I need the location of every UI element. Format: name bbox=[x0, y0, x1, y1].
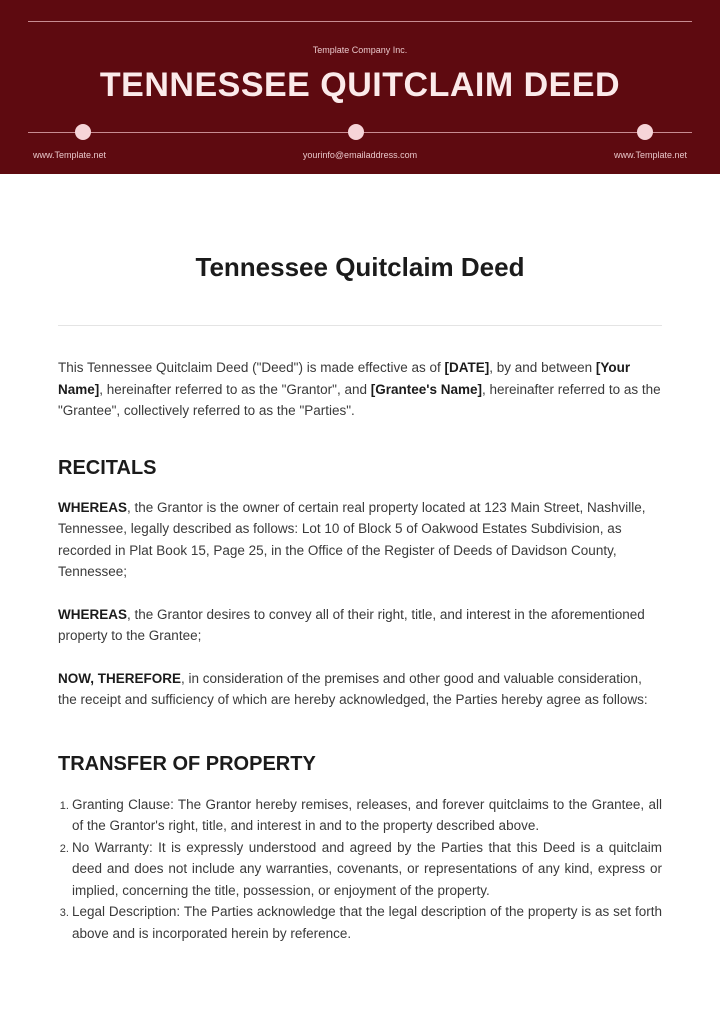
recital-text: , the Grantor is the owner of certain real property located at 123 Main Street, Nashville, Tennessee, legally described as follows: Lot 10 of Block 5 of Oakwood Estates Subdivision, as recorded in Plat Book 15, Page 25, in the Office of the Register of Deeds of Davidson County, Tennessee; bbox=[58, 499, 646, 579]
header-banner bbox=[0, 0, 720, 174]
banner-top-rule bbox=[28, 21, 692, 22]
recital-text: , in consideration of the premises and other good and valuable consideration, the receipt and sufficiency of which are hereby acknowledged, the Parties hereby agree as follows: bbox=[58, 670, 648, 707]
document-title: Tennessee Quitclaim Deed bbox=[195, 252, 525, 282]
transfer-list bbox=[58, 794, 662, 945]
list-item: 1. Granting Clause: The Grantor hereby remises, releases, and forever quitclaims to the Grantee, all of the Grantor's right, title, and interest in and to the property described above. bbox=[72, 794, 662, 837]
company-name: Template Company Inc. bbox=[312, 45, 408, 55]
recital-paragraph bbox=[58, 668, 662, 711]
list-item: 2. No Warranty: It is expressly understood and agreed by the Parties that this Deed is a quitclaim deed and does not include any warranties, covenants, or representations of any kind, express or implied, concerning the title, possession, or enjoyment of the property. bbox=[72, 837, 662, 902]
intro-text-2: , by and between bbox=[489, 360, 596, 375]
recital-lead: NOW, THEREFORE bbox=[58, 670, 182, 686]
intro-text-3: , hereinafter referred to as the "Grantor", and bbox=[99, 381, 371, 397]
email-link[interactable]: yourinfo@emailaddress.com bbox=[302, 150, 418, 160]
banner-dot-center bbox=[348, 124, 364, 140]
grantee-name-placeholder: [Grantee's Name] bbox=[370, 381, 482, 397]
recital-lead: WHEREAS bbox=[58, 499, 128, 515]
banner-title: TENNESSEE QUITCLAIM DEED bbox=[99, 66, 621, 104]
website-link-left[interactable]: www.Template.net bbox=[33, 150, 107, 160]
banner-dot-left bbox=[75, 124, 91, 140]
intro-text-1: This Tennessee Quitclaim Deed ("Deed") is made effective as of bbox=[58, 360, 445, 375]
your-name-placeholder: [Your Name] bbox=[58, 360, 631, 397]
list-item: 3. Legal Description: The Parties acknowledge that the legal description of the property is as set forth above and is incorporated herein by reference. bbox=[72, 901, 662, 944]
recital-lead: WHEREAS bbox=[58, 606, 128, 622]
recitals-heading: RECITALS bbox=[58, 456, 157, 479]
website-link-right[interactable]: www.Template.net bbox=[613, 150, 687, 160]
recital-paragraph bbox=[58, 497, 662, 583]
document-body bbox=[58, 174, 662, 944]
banner-dot-right bbox=[637, 124, 653, 140]
intro-paragraph bbox=[58, 357, 662, 422]
date-placeholder: [DATE] bbox=[444, 360, 490, 375]
recital-text: , the Grantor desires to convey all of their right, title, and interest in the aforementioned property to the Grantee; bbox=[58, 606, 645, 643]
recital-paragraph bbox=[58, 604, 662, 647]
transfer-heading: TRANSFER OF PROPERTY bbox=[58, 752, 316, 775]
title-divider bbox=[58, 325, 662, 326]
intro-text-4: , hereinafter referred to as the "Grantee", collectively referred to as the "Parties". bbox=[58, 381, 661, 418]
